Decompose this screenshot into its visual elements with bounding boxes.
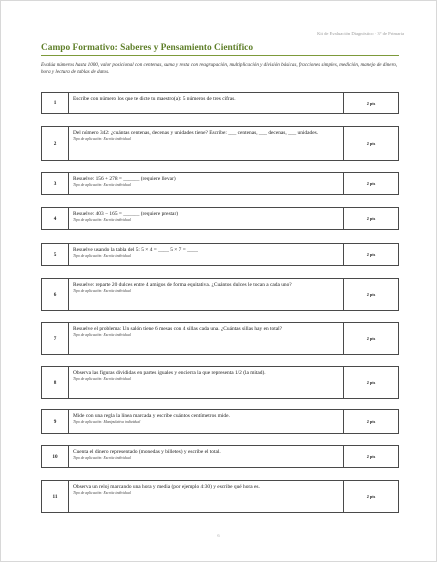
- item-number: 6: [42, 279, 69, 310]
- item-content: [69, 367, 344, 398]
- item-row-10: [41, 445, 399, 468]
- item-points: 2 pts: [366, 181, 376, 186]
- item-application-type: Tipo de aplicación: Escrita individual: [73, 456, 131, 460]
- item-points: 2 pts: [366, 419, 376, 424]
- item-number: 5: [42, 244, 69, 265]
- item-content: [69, 446, 344, 467]
- item-number: 4: [42, 208, 69, 229]
- item-number: 3: [42, 173, 69, 194]
- item-row-8: [41, 366, 399, 399]
- item-row-2: [41, 126, 399, 161]
- item-row-6: [41, 278, 399, 311]
- item-application-type: Tipo de aplicación: Escrita individual: [73, 254, 131, 258]
- item-application-type: Tipo de aplicación: Escrita individual: [73, 137, 131, 141]
- item-application-type: Tipo de aplicación: Escrita individual: [73, 491, 131, 495]
- item-question: Observa las figuras divididas en partes iguales y encierra la que representa 1/2 (la mitad).: [73, 370, 266, 376]
- item-content: [69, 244, 344, 265]
- item-application-type: Tipo de aplicación: Escrita individual: [73, 333, 131, 337]
- item-content: [69, 323, 344, 354]
- item-points: 2 pts: [366, 292, 376, 297]
- item-row-9: [41, 409, 399, 434]
- item-application-type: Tipo de aplicación: Manipulativa individual: [73, 420, 141, 424]
- item-points: 2 pts: [366, 216, 376, 221]
- item-row-3: [41, 172, 399, 195]
- item-number: 7: [42, 323, 69, 354]
- item-question: Resuelve usando la tabla del 5: 5 × 4 = ____ 5 × 7 = ____: [73, 247, 198, 253]
- header-kit-label: Kit de Evaluación Diagnóstico · 3° de Primaria: [317, 31, 404, 36]
- item-points: 2 pts: [366, 100, 376, 106]
- item-number: 9: [42, 410, 69, 433]
- item-points: 2 pts: [366, 380, 376, 385]
- item-number: 2: [42, 127, 69, 160]
- item-application-type: Tipo de aplicación: Escrita individual: [73, 218, 131, 222]
- item-content: [69, 173, 344, 194]
- item-question: Resuelve: reparte 20 dulces entre 4 amigos de forma equitativa. ¿Cuántos dulces le tocan a cada uno?: [73, 282, 292, 288]
- item-row-4: [41, 207, 399, 230]
- item-question: Resuelve el problema: Un salón tiene 6 mesas con 4 sillas cada una. ¿Cuántas sillas hay en total?: [73, 326, 282, 332]
- item-content: [69, 481, 344, 512]
- item-content: [69, 208, 344, 229]
- item-content: [69, 127, 344, 160]
- item-row-7: [41, 322, 399, 355]
- item-points: 2 pts: [366, 252, 376, 257]
- section-intro: Evalúa números hasta 1000, valor posicional con centenas, suma y resta con reagrupación, multiplicación y división básicas, fracciones simples, medición, manejo de dinero, hora y lectura de tablas de datos.: [41, 62, 398, 75]
- title-divider: [41, 55, 399, 56]
- item-number: 1: [42, 93, 69, 113]
- item-question: Cuenta el dinero representado (monedas y billetes) y escribe el total.: [73, 449, 221, 455]
- item-row-11: [41, 480, 399, 513]
- item-points: 2 pts: [366, 141, 376, 146]
- item-row-1: [41, 92, 399, 114]
- item-application-type: Tipo de aplicación: Escrita individual: [73, 289, 131, 293]
- section-title: Campo Formativo: Saberes y Pensamiento Científico: [41, 43, 254, 53]
- item-number: 10: [42, 446, 69, 467]
- item-application-type: Tipo de aplicación: Escrita individual: [73, 377, 131, 381]
- page-number: 6: [217, 533, 220, 538]
- item-question: Observa un reloj marcando una hora y media (por ejemplo 4:30) y escribe qué hora es.: [73, 484, 260, 490]
- item-content: [69, 93, 344, 113]
- item-content: [69, 410, 344, 433]
- item-question: Del número 342: ¿cuántas centenas, decenas y unidades tiene? Escribe: ___ centenas, ___ decenas, ___ unidades.: [73, 130, 319, 136]
- item-number: 8: [42, 367, 69, 398]
- item-application-type: Tipo de aplicación: Escrita individual: [73, 183, 131, 187]
- item-content: [69, 279, 344, 310]
- item-question: Mide con una regla la línea marcada y escribe cuántos centímetros mide.: [73, 413, 230, 419]
- item-row-5: [41, 243, 399, 266]
- item-points: 2 pts: [366, 336, 376, 341]
- item-points: 2 pts: [366, 454, 376, 459]
- item-points: 2 pts: [366, 494, 376, 499]
- item-question: Escribe con número los que te dicte tu maestro(a): 5 números de tres cifras.: [73, 96, 236, 102]
- item-question: Resuelve: 403 − 165 = ______ (requiere prestar): [73, 211, 179, 217]
- item-question: Resuelve: 156 + 278 = ______ (requiere llevar): [73, 176, 176, 182]
- item-number: 11: [42, 481, 69, 512]
